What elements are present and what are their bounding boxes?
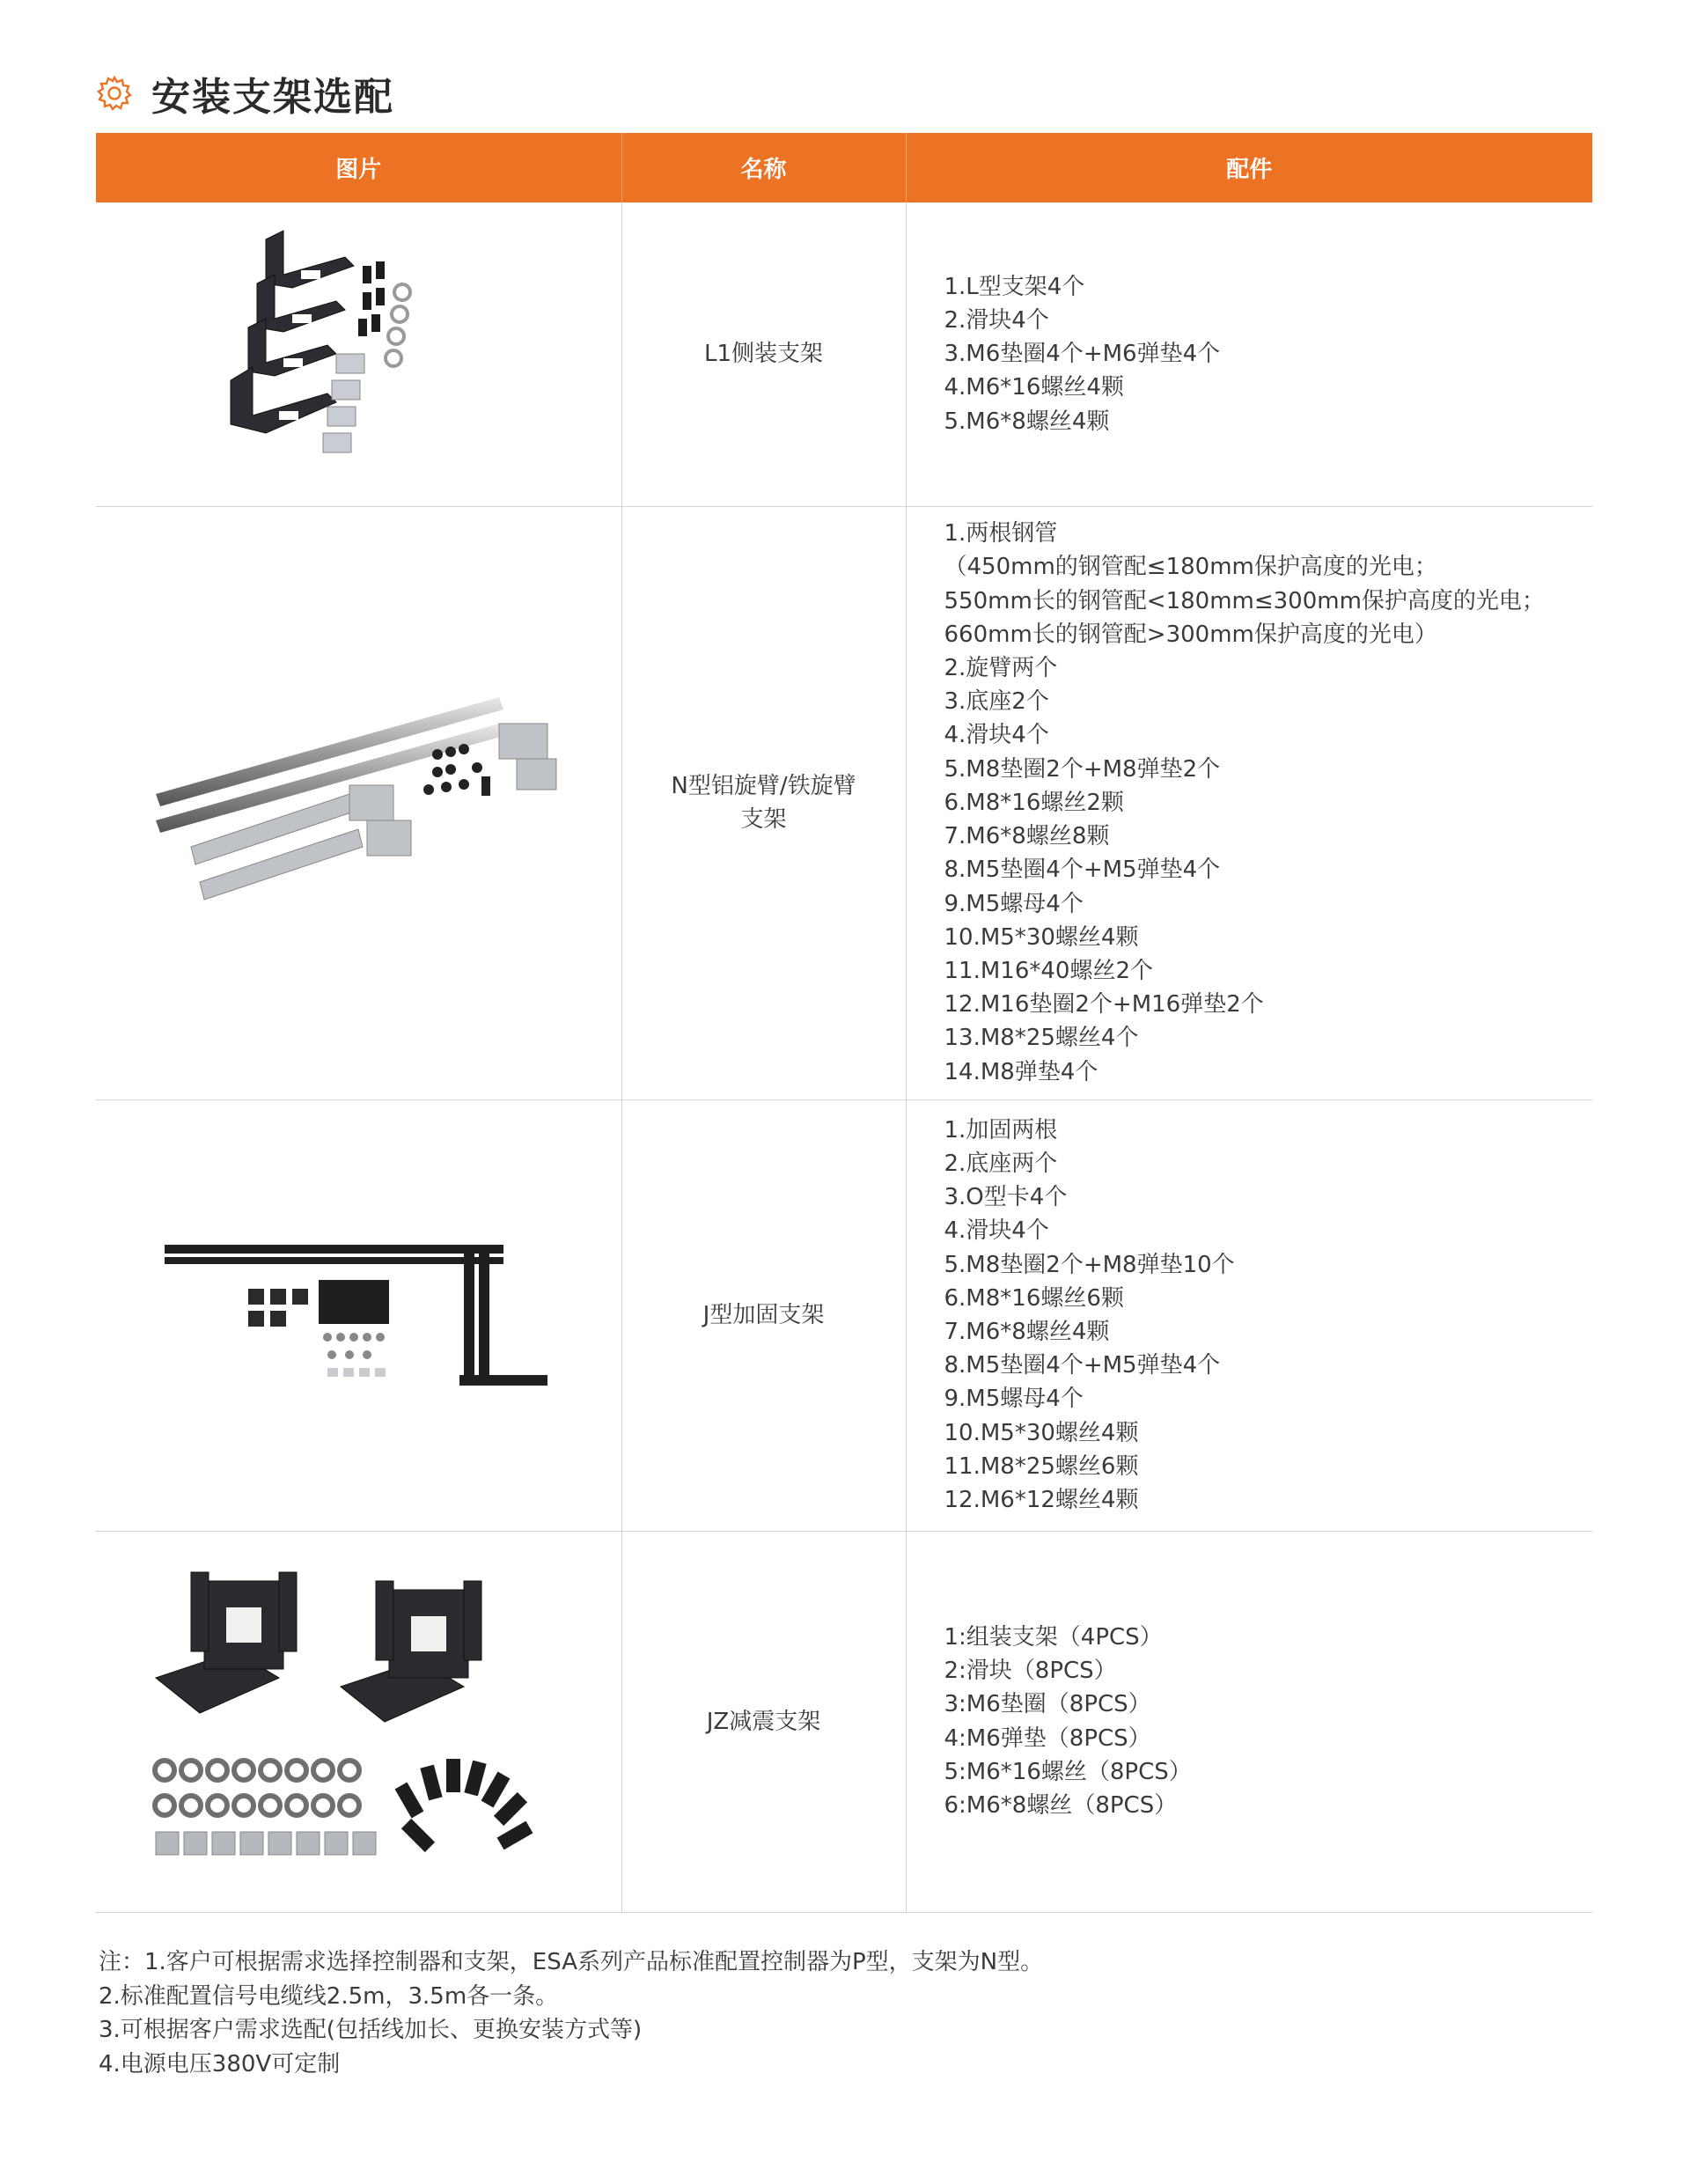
notes (99, 1945, 1507, 2081)
accessories-cell (906, 506, 1592, 1099)
list-item: （450mm的钢管配≤180mm保护高度的光电； (944, 554, 1437, 581)
list-item: 13.M8*25螺丝4个 (944, 1025, 1139, 1052)
list-item: 14.M8弹垫4个 (944, 1058, 1098, 1085)
page-title: 安装支架选配 (151, 75, 394, 120)
list-item: 2.旋臂两个 (944, 655, 1058, 682)
image-cell (96, 506, 621, 1099)
note-line: 4.电源电压380V可定制 (99, 2050, 341, 2077)
list-item: 2.底座两个 (944, 1150, 1058, 1177)
note-line: 3.可根据客户需求选配(包括线加长、更换安装方式等) (99, 2017, 643, 2044)
list-item: 5:M6*16螺丝（8PCS） (944, 1758, 1192, 1785)
n-type-swing-arm-bracket-photo (147, 671, 569, 935)
list-item: 6:M6*8螺丝（8PCS） (944, 1791, 1178, 1819)
list-item: 7.M6*8螺丝8颗 (944, 823, 1110, 850)
list-item: 5.M6*8螺丝4颗 (944, 408, 1110, 435)
table-header-row (96, 133, 1592, 202)
list-item: 11.M8*25螺丝6颗 (944, 1452, 1139, 1480)
list-item: 3:M6垫圈（8PCS） (944, 1691, 1151, 1718)
list-item: 8.M5垫圈4个+M5弹垫4个 (944, 857, 1221, 884)
image-cell (96, 202, 621, 506)
accessories-cell (906, 202, 1592, 506)
j-type-reinforced-bracket-photo (160, 1227, 556, 1403)
table-row (96, 1531, 1592, 1912)
header-image: 图片 (96, 133, 621, 202)
list-item: 10.M5*30螺丝4颗 (944, 923, 1139, 951)
bracket-options-table (96, 133, 1592, 1913)
section-header (95, 67, 394, 120)
list-item: 9.M5螺母4个 (944, 1386, 1084, 1413)
accessories-cell (906, 1099, 1592, 1531)
list-item: 7.M6*8螺丝4颗 (944, 1319, 1110, 1345)
table-row (96, 1099, 1592, 1531)
accessories-cell (906, 1531, 1592, 1912)
image-cell (96, 1099, 621, 1531)
list-item: 4:M6弹垫（8PCS） (944, 1724, 1151, 1752)
header-name: 名称 (621, 133, 906, 202)
list-item: 5.M8垫圈2个+M8弹垫2个 (944, 755, 1221, 783)
name-cell: L1侧装支架 (621, 202, 906, 506)
table-row (96, 506, 1592, 1099)
list-item: 5.M8垫圈2个+M8弹垫10个 (944, 1251, 1235, 1278)
name-cell: J型加固支架 (621, 1099, 906, 1531)
list-item: 4.滑块4个 (944, 722, 1049, 749)
gear-icon (95, 74, 134, 113)
list-item: 11.M16*40螺丝2个 (944, 957, 1153, 984)
list-item: 660mm长的钢管配>300mm保护高度的光电） (944, 621, 1437, 648)
name-cell: JZ减震支架 (621, 1531, 906, 1912)
list-item: 1.两根钢管 (944, 520, 1058, 548)
name-cell: N型铝旋臂/铁旋臂支架 (621, 506, 906, 1099)
list-item: 3.底座2个 (944, 688, 1049, 716)
jz-shock-absorbing-bracket-photo (138, 1546, 578, 1898)
list-item: 1.L型支架4个 (944, 273, 1085, 300)
list-item: 4.滑块4个 (944, 1217, 1049, 1245)
list-item: 8.M5垫圈4个+M5弹垫4个 (944, 1352, 1221, 1379)
list-item: 12.M6*12螺丝4颗 (944, 1487, 1139, 1514)
list-item: 3.O型卡4个 (944, 1184, 1068, 1211)
list-item: 6.M8*16螺丝2颗 (944, 789, 1124, 816)
list-item: 2.滑块4个 (944, 306, 1049, 334)
note-line: 2.标准配置信号电缆线2.5m，3.5m各一条。 (99, 1982, 559, 2010)
list-item: 3.M6垫圈4个+M6弹垫4个 (944, 341, 1221, 368)
table-row (96, 202, 1592, 506)
list-item: 10.M5*30螺丝4颗 (944, 1419, 1139, 1446)
list-item: 6.M8*16螺丝6颗 (944, 1284, 1124, 1312)
header-accessories: 配件 (906, 133, 1592, 202)
image-cell (96, 1531, 621, 1912)
list-item: 4.M6*16螺丝4颗 (944, 374, 1124, 401)
list-item: 1.加固两根 (944, 1116, 1058, 1143)
list-item: 9.M5螺母4个 (944, 890, 1084, 917)
l1-side-mount-bracket-photo (213, 213, 503, 495)
note-line: 注：1.客户可根据需求选择控制器和支架，ESA系列产品标准配置控制器为P型，支架为N型。 (99, 1949, 1044, 1975)
list-item: 1:组装支架（4PCS） (944, 1623, 1163, 1651)
list-item: 550mm长的钢管配<180mm≤300mm保护高度的光电； (944, 587, 1545, 614)
list-item: 12.M16垫圈2个+M16弹垫2个 (944, 991, 1264, 1018)
list-item: 2:滑块（8PCS） (944, 1658, 1117, 1685)
